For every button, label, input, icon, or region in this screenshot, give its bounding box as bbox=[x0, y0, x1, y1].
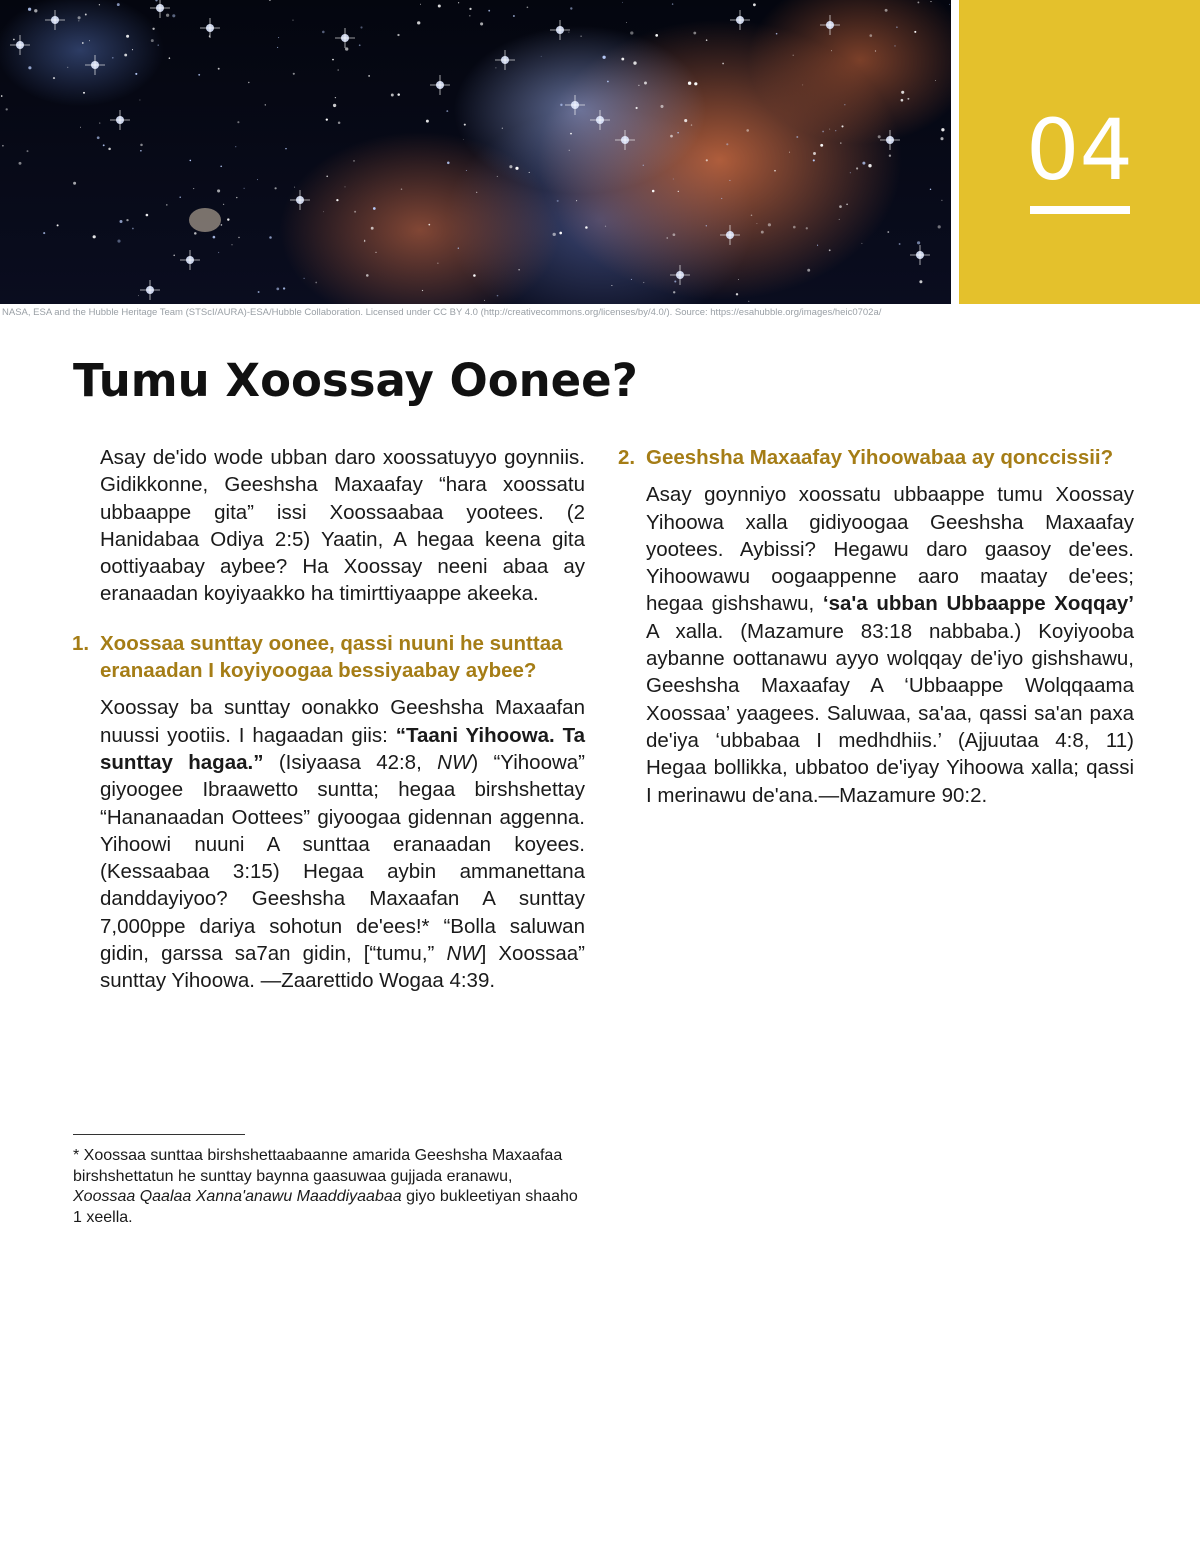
answer-1-paragraph bbox=[100, 694, 585, 994]
footnote bbox=[73, 1146, 578, 1228]
footnote-book-title: Xoossaa Qaalaa Xanna'anawu Maaddiyaabaa bbox=[73, 1188, 402, 1205]
left-column bbox=[72, 444, 586, 995]
question-1 bbox=[72, 630, 585, 685]
footnote-text-a: * Xoossaa sunttaa birshshettaabaanne amarida Geeshsha Maxaafaa birshshettatun he sunttay baynna gaasuwaa gujjada eranawu, bbox=[73, 1147, 563, 1185]
question-1-number: 1. bbox=[72, 631, 90, 655]
chapter-number: 04 bbox=[1026, 101, 1133, 199]
answer-1-text-b: (Isiyaasa 42:8, bbox=[278, 750, 422, 774]
question-2 bbox=[618, 444, 1134, 471]
chapter-badge bbox=[959, 0, 1200, 304]
question-2-number: 2. bbox=[618, 446, 636, 469]
question-1-text: Xoossaa sunttay oonee, qassi nuuni he sunttaa eranaadan I koyiyoogaa bessiyaabay aybee? bbox=[100, 631, 563, 683]
answer-1-text-c: ) “Yihoowa” giyoogee Ibraawetto suntta; hegaa birshshettay “Hananaadan Oottees” giyoogaa gidennan aggenna. Yihoowi nuuni A sunttaa eranaadan koyees. (Kessaabaa 3:15) Hegaa aybin ammanettana danddayiyoo? Geeshsha Maxaafan A sunttay 7,000ppe dariya sohotun de'ees!* “Bolla saluwan gidin, garssa sa7an gidin, [“tumu,” bbox=[100, 750, 586, 966]
answer-2-text-a: Asay goynniyo xoossatu ubbaappe tumu Xoossay Yihoowa xalla gidiyoogaa Geeshsha Maxaafay yootees. Aybissi? Hegawu daro gaasoy de'ees. Yihoowawu oogaappenne aaro maatay de'ees; hegaa gishshawu, bbox=[646, 483, 1134, 616]
intro-paragraph: Asay de'ido wode ubban daro xoossatuyyo goynniis. Gidikkonne, Geeshsha Maxaafay “hara xoossatu ubbaappe gita” issi Xoossaabaa yootees. (2 Hanidabaa Odiya 2:5) Yaatin, A hegaa keena gita oottiyaabay aybee? Ha Xoossay neeni abaa ay eranaadan koyiyaakko ha timirttiyaappe akeeka. bbox=[100, 446, 585, 606]
answer-2-emphasis: ‘sa'a ubban Ubbaappe Xoqqay’ bbox=[822, 592, 1134, 616]
footnote-divider bbox=[73, 1134, 245, 1135]
right-column bbox=[618, 444, 1134, 809]
footnote-text-b: giyo bukleetiyan shaaho 1 xeella. bbox=[73, 1188, 578, 1226]
page-title: Tumu Xoossay Oonee? bbox=[73, 354, 638, 407]
chapter-underline bbox=[1030, 206, 1130, 214]
answer-1-text-a: Xoossay ba sunttay oonakko Geeshsha Maxaafan nuussi yootiis. I hagaadan giis: bbox=[100, 696, 585, 747]
starfield bbox=[0, 0, 951, 304]
image-credit: NASA, ESA and the Hubble Heritage Team (STScI/AURA)-ESA/Hubble Collaboration. Licensed under CC BY 4.0 (http://creativecommons.org/licenses/by/4.0/). Source: https://esahubble.org/images/heic0702a/ bbox=[2, 307, 882, 318]
answer-1-text-d: ] Xoossaa” sunttay Yihoowa. —Zaarettido Wogaa 4:39. bbox=[100, 942, 585, 993]
answer-2-text-b: A xalla. (Mazamure 83:18 nabbaba.) Koyiyooba aybanne oottanawu ayyo wolqqay de'iyo gishshawu, Geeshsha Maxaafay A ‘Ubbaappe Wolqqaama Xoossaa’ yaagees. Saluwaa, sa'aa, qassi sa'an paxa de'iya ‘ubbabaa I medhdhiis.’ (Ajjuutaa 4:8, 11) Hegaa bollikka, ubbatoo de'iyay Yihoowa xalla; qassi I merinawu de'ana.—Mazamure 90:2. bbox=[646, 619, 1134, 807]
answer-1-quote: “Taani Yihoowa. Ta sunttay hagaa.” bbox=[100, 723, 585, 774]
spiral-galaxy bbox=[189, 208, 221, 232]
answer-1-version-1: NW bbox=[437, 750, 472, 774]
answer-1-version-2: NW bbox=[446, 942, 481, 966]
nebula-banner-image bbox=[0, 0, 951, 304]
question-2-text: Geeshsha Maxaafay Yihoowabaa ay qonccissii? bbox=[646, 446, 1114, 469]
answer-2-paragraph bbox=[646, 481, 1134, 809]
